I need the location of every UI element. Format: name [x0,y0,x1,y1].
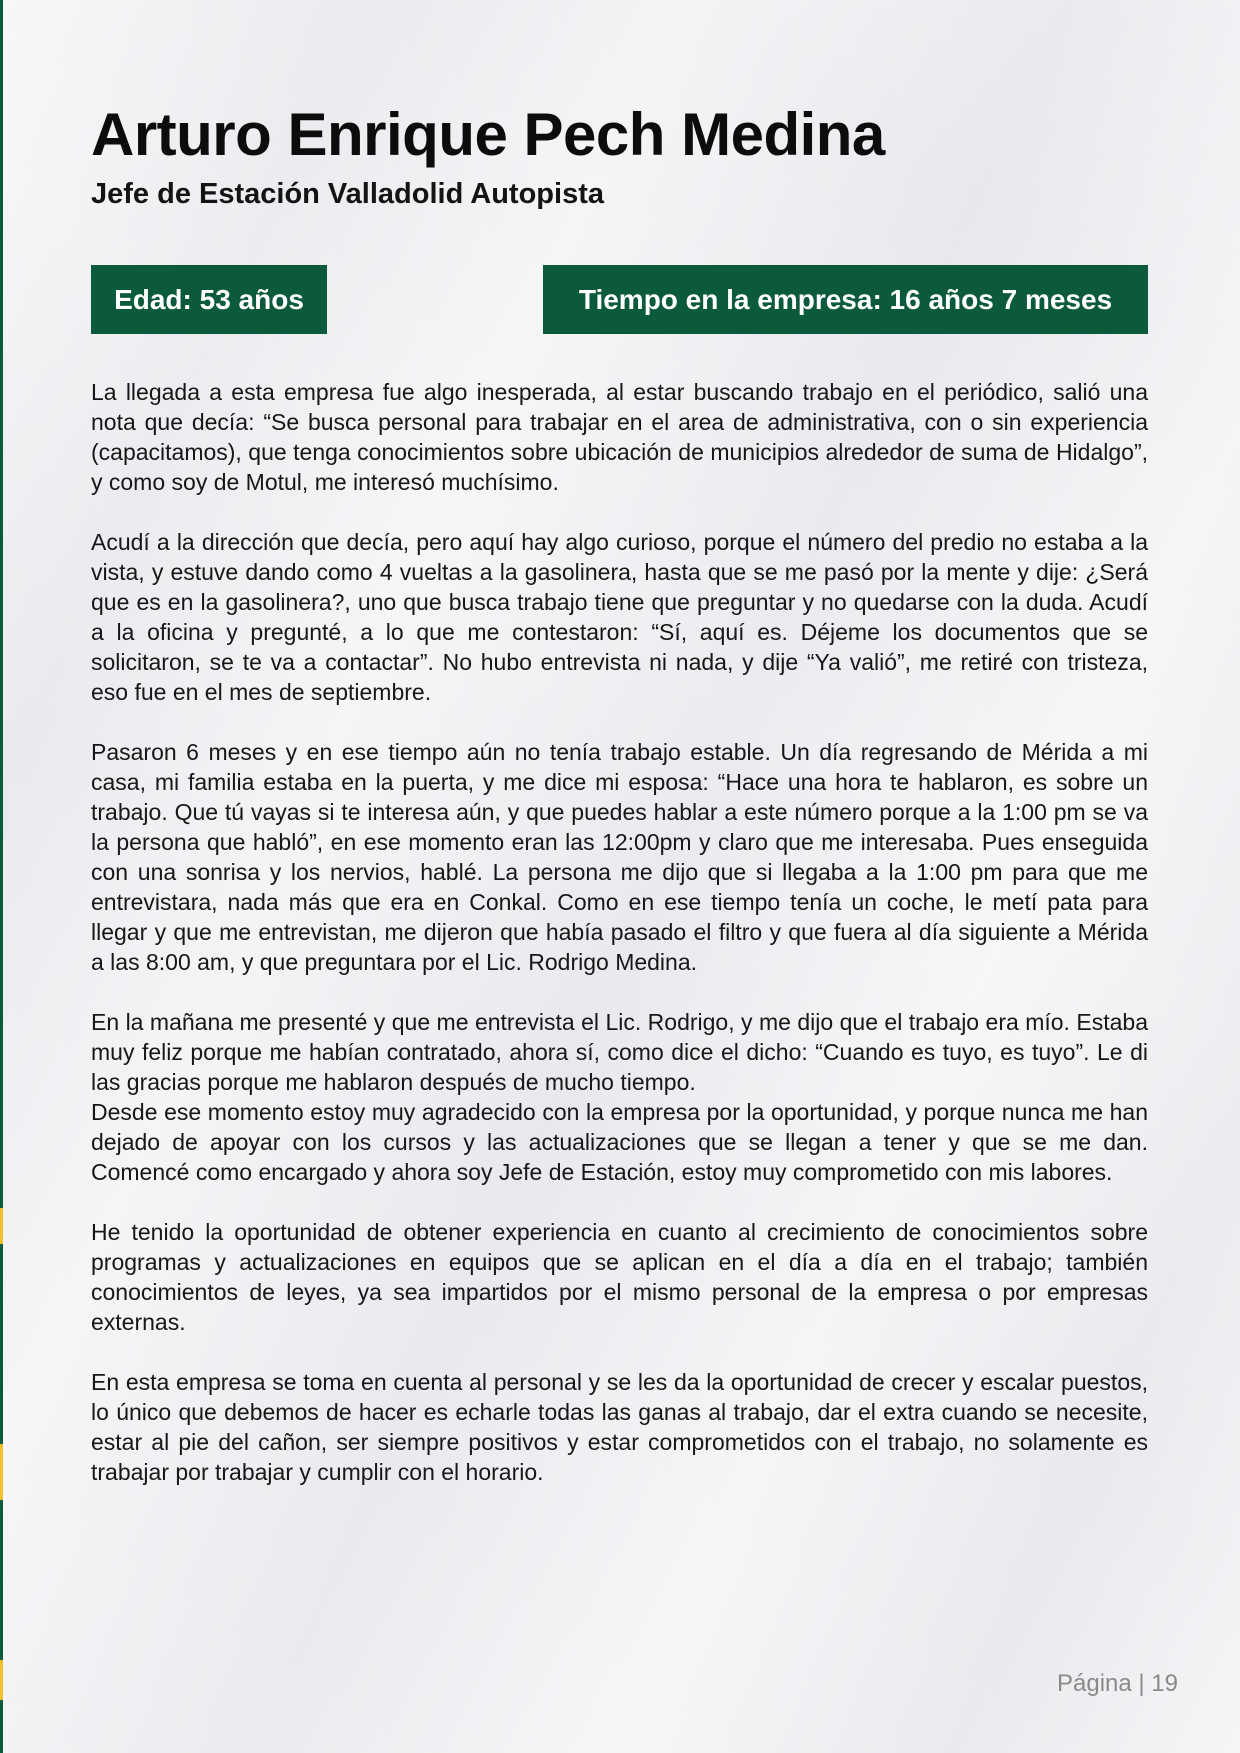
paragraph: Desde ese momento estoy muy agradecido con la empresa por la oportunidad, y porque nunca me han dejado de apoyar con los cursos y las actualizaciones que se llegan a tener y que se me dan. Comencé como encargado y ahora soy Jefe de Estación, estoy muy comprometido con mis labores. [91,1099,1148,1185]
tenure-badge: Tiempo en la empresa: 16 años 7 meses [543,265,1148,334]
paragraph: En la mañana me presenté y que me entrevista el Lic. Rodrigo, y me dijo que el trabajo era mío. Estaba muy feliz porque me habían contratado, ahora sí, como dice el dicho: “Cuando es tuyo, es tuyo”. Le di las gracias porque me hablaron después de mucho tiempo. [91,1009,1148,1095]
paragraph: En esta empresa se toma en cuenta al personal y se les da la oportunidad de crecer y escalar puestos, lo único que debemos de hacer es echarle todas las ganas al trabajo, dar el extra cuando se necesite, estar al pie del cañon, ser siempre positivos y estar comprometidos con el trabajo, no solamente es trabajar por trabajar y cumplir con el horario. [91,1369,1148,1485]
page-number: Página | 19 [1057,1670,1178,1697]
left-edge-yellow-mark [0,1208,3,1244]
testimonial-body [91,377,1148,1517]
age-badge: Edad: 53 años [91,265,327,334]
left-edge-yellow-mark [0,1660,3,1700]
paragraph: Acudí a la dirección que decía, pero aquí hay algo curioso, porque el número del predio no estaba a la vista, y estuve dando como 4 vueltas a la gasolinera, hasta que se me pasó por la mente y dije: ¿Será que es en la gasolinera?, uno que busca trabajo tiene que preguntar y no quedarse con la duda. Acudí a la oficina y pregunté, a lo que me contestaron: “Sí, aquí es. Déjeme los documentos que se solicitaron, se te va a contactar”. No hubo entrevista ni nada, y dije “Ya valió”, me retiré con tristeza, eso fue en el mes de septiembre. [91,529,1148,705]
left-edge-yellow-mark [0,1444,3,1500]
person-role: Jefe de Estación Valladolid Autopista [91,178,604,210]
paragraph: La llegada a esta empresa fue algo inesperada, al estar buscando trabajo en el periódico, salió una nota que decía: “Se busca personal para trabajar en el area de administrativa, con o sin experiencia (capacitamos), que tenga conocimientos sobre ubicación de municipios alrededor de suma de Hidalgo”, y como soy de Motul, me interesó muchísimo. [91,379,1148,495]
paragraph: He tenido la oportunidad de obtener experiencia en cuanto al crecimiento de conocimientos sobre programas y actualizaciones en equipos que se aplican en el día a día en el trabajo; también conocimientos de leyes, ya sea impartidos por el mismo personal de la empresa o por empresas externas. [91,1219,1148,1335]
person-name: Arturo Enrique Pech Medina [91,101,885,168]
paragraph: Pasaron 6 meses y en ese tiempo aún no tenía trabajo estable. Un día regresando de Mérida a mi casa, mi familia estaba en la puerta, y me dice mi esposa: “Hace una hora te hablaron, es sobre un trabajo. Que tú vayas si te interesa aún, y que puedes hablar a este número porque a la 1:00 pm se va la persona que habló”, en ese momento eran las 12:00pm y claro que me interesaba. Pues enseguida con una sonrisa y los nervios, hablé. La persona me dijo que si llegaba a la 1:00 pm para que me entrevistara, nada más que era en Conkal. Como en ese tiempo tenía un coche, le metí pata para llegar y que me entrevistan, me dijeron que había pasado el filtro y que fuera al día siguiente a Mérida a las 8:00 am, y que preguntara por el Lic. Rodrigo Medina. [91,739,1148,975]
